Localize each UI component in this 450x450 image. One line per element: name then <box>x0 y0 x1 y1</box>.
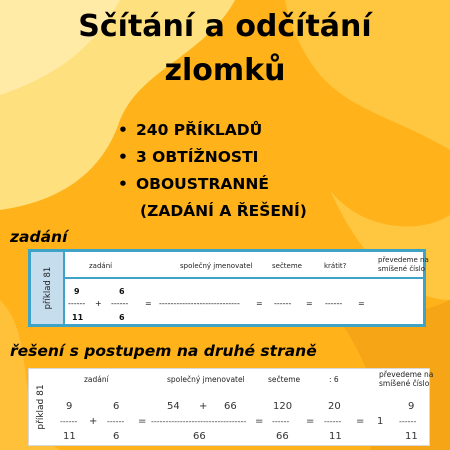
answer-line-sum: ------ <box>274 299 292 308</box>
mixed-whole-number: 1 <box>377 416 384 427</box>
mixed-numerator: 9 <box>408 401 415 412</box>
common-denominator-line: --------------------------------- <box>151 417 247 426</box>
feature-item-continuation: (ZADÁNÍ A ŘEŠENÍ) <box>140 202 307 220</box>
equals-sign: = <box>255 416 264 427</box>
equals-sign: = <box>138 416 147 427</box>
task-heading: zadání <box>10 228 68 246</box>
header-add: sečteme <box>268 375 301 384</box>
answer-line-reduced: ------ <box>325 299 343 308</box>
fraction-line: ------ <box>60 417 78 426</box>
task-card-side <box>31 252 65 324</box>
mixed-denominator: 11 <box>405 431 418 442</box>
task-card-header <box>65 252 429 279</box>
fraction-line: ------ <box>272 417 290 426</box>
header-convert: převedeme na <box>379 370 434 379</box>
header-mixed-number: smíšené číslo <box>379 379 430 388</box>
equals-sign: = <box>145 299 152 308</box>
header-task: zadání <box>89 262 113 270</box>
numerator-2: 6 <box>119 287 125 296</box>
equals-sign: = <box>306 416 315 427</box>
feature-item: • 240 PŘÍKLADŮ <box>118 117 307 144</box>
solution-card <box>28 368 434 446</box>
common-numerator-1: 54 <box>167 401 180 412</box>
numerator-1: 9 <box>74 287 80 296</box>
equals-sign: = <box>306 299 313 308</box>
title-line-1: Sčítání a odčítání <box>78 9 372 44</box>
fraction-line: ------ <box>324 417 342 426</box>
header-mixed-number: smíšené číslo <box>378 265 426 273</box>
plus-operator: + <box>95 299 102 308</box>
plus-operator: + <box>199 401 208 412</box>
sum-numerator: 120 <box>273 401 293 412</box>
numerator-2: 6 <box>113 401 120 412</box>
header-common-denominator: společný jmenovatel <box>167 375 245 384</box>
header-convert: převedeme na <box>378 256 429 264</box>
equals-sign: = <box>358 299 365 308</box>
denominator-1: 11 <box>72 313 84 322</box>
denominator-2: 6 <box>113 431 120 442</box>
fraction-line: ------ <box>399 417 417 426</box>
sum-denominator: 66 <box>276 431 289 442</box>
common-denominator: 66 <box>193 431 206 442</box>
answer-line-common-denominator: ---------------------------- <box>159 299 240 308</box>
header-common-denominator: společný jmenovatel <box>180 262 253 270</box>
fraction-line: ------ <box>68 299 86 308</box>
denominator-2: 6 <box>119 313 125 322</box>
reduced-numerator: 20 <box>328 401 341 412</box>
feature-list <box>118 117 307 225</box>
header-task: zadání <box>84 375 109 384</box>
header-add: sečteme <box>272 262 302 270</box>
example-label: příklad 81 <box>43 266 53 310</box>
common-numerator-2: 66 <box>224 401 237 412</box>
feature-item: • 3 OBTÍŽNOSTI <box>118 144 307 171</box>
feature-item: • OBOUSTRANNÉ <box>118 171 307 198</box>
equals-sign: = <box>256 299 263 308</box>
numerator-1: 9 <box>66 401 73 412</box>
fraction-line: ------ <box>107 417 125 426</box>
equals-sign: = <box>356 416 365 427</box>
solution-heading: řešení s postupem na druhé straně <box>10 342 317 360</box>
task-card <box>28 249 429 327</box>
denominator-1: 11 <box>63 431 76 442</box>
header-reduce-by: : 6 <box>329 375 339 384</box>
fraction-line: ------ <box>111 299 129 308</box>
reduced-denominator: 11 <box>329 431 342 442</box>
title-line-2: zlomků <box>164 53 286 88</box>
example-label: příklad 81 <box>36 384 46 430</box>
plus-operator: + <box>89 416 98 427</box>
header-reduce: krátit? <box>324 262 347 270</box>
